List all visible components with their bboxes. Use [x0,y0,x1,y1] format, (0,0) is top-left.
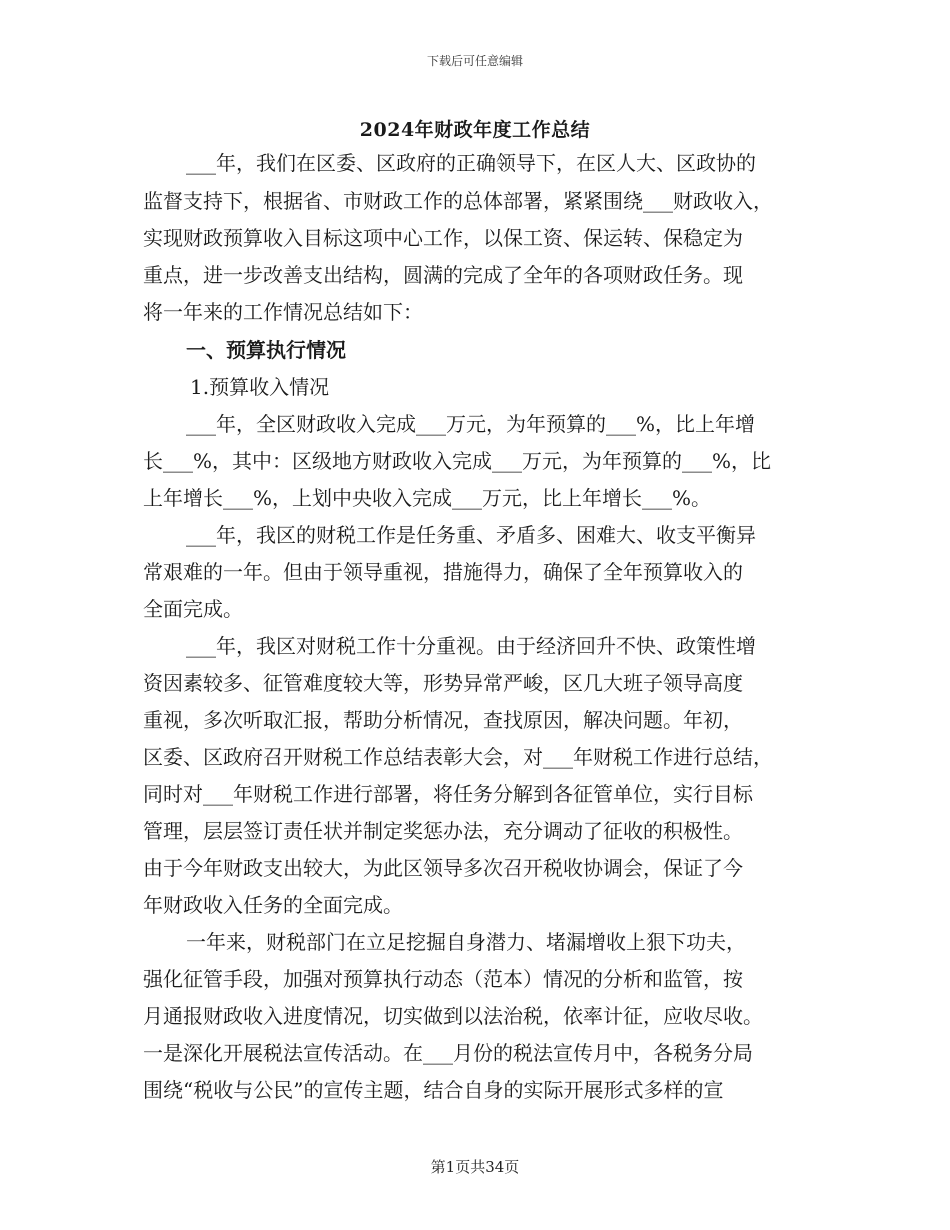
paragraph-line: ___年，全区财政收入完成___万元，为年预算的___%，比上年增 [186,412,756,436]
paragraph-line: ___年，我区对财税工作十分重视。由于经济回升不快、政策性增 [186,634,756,658]
paragraph-line: 长___%，其中：区级地方财政收入完成___万元，为年预算的___%，比 [143,449,772,473]
paragraph-line: 强化征管手段，加强对预算执行动态（范本）情况的分析和监管，按 [143,967,743,991]
paragraph-line: 年财政收入任务的全面完成。 [143,893,403,917]
page-footer: 第1页共34页 [430,1158,520,1176]
paragraph-line: 重点，进一步改善支出结构，圆满的完成了全年的各项财政任务。现 [143,263,743,287]
paragraph-line: 围绕“税收与公民”的宣传主题，结合自身的实际开展形式多样的宣 [143,1078,724,1102]
paragraph-line: 一年来，财税部门在立足挖掘自身潜力、堵漏增收上狠下功夫， [186,930,746,954]
paragraph-line: 同时对___年财税工作进行部署，将任务分解到各征管单位，实行目标 [143,782,753,806]
document-title: 2024年财政年度工作总结 [359,119,591,141]
paragraph-line: 管理，层层签订责任状并制定奖惩办法，充分调动了征收的积极性。 [143,819,743,843]
paragraph-line: 由于今年财政支出较大，为此区领导多次召开税收协调会，保证了今 [143,856,743,880]
header-note: 下载后可任意编辑 [426,54,523,68]
paragraph-line: 资因素较多、征管难度较大等，形势异常严峻，区几大班子领导高度 [143,671,743,695]
paragraph-line: 区委、区政府召开财税工作总结表彰大会，对___年财税工作进行总结， [143,745,773,769]
paragraph-line: 上年增长___%，上划中央收入完成___万元，比上年增长___%。 [143,486,712,510]
paragraph-line: ___年，我区的财税工作是任务重、矛盾多、困难大、收支平衡异 [186,523,756,547]
paragraph-line: 一是深化开展税法宣传活动。在___月份的税法宣传月中，各税务分局 [143,1041,753,1065]
paragraph-line: 实现财政预算收入目标这项中心工作，以保工资、保运转、保稳定为 [143,226,743,250]
paragraph-line: 重视，多次听取汇报，帮助分析情况，查找原因，解决问题。年初， [143,708,743,732]
paragraph-line: ___年，我们在区委、区政府的正确领导下，在区人大、区政协的 [186,151,756,175]
paragraph-line: 将一年来的工作情况总结如下： [143,300,423,324]
paragraph-line: 常艰难的一年。但由于领导重视，措施得力，确保了全年预算收入的 [143,560,743,584]
paragraph-line: 监督支持下，根据省、市财政工作的总体部署，紧紧围绕___财政收入， [143,189,773,213]
subsection-heading: 1.预算收入情况 [190,375,330,399]
paragraph-line: 全面完成。 [143,597,243,621]
paragraph-line: 月通报财政收入进度情况，切实做到以法治税，依率计征，应收尽收。 [143,1004,763,1028]
section-heading: 一、预算执行情况 [186,338,346,362]
